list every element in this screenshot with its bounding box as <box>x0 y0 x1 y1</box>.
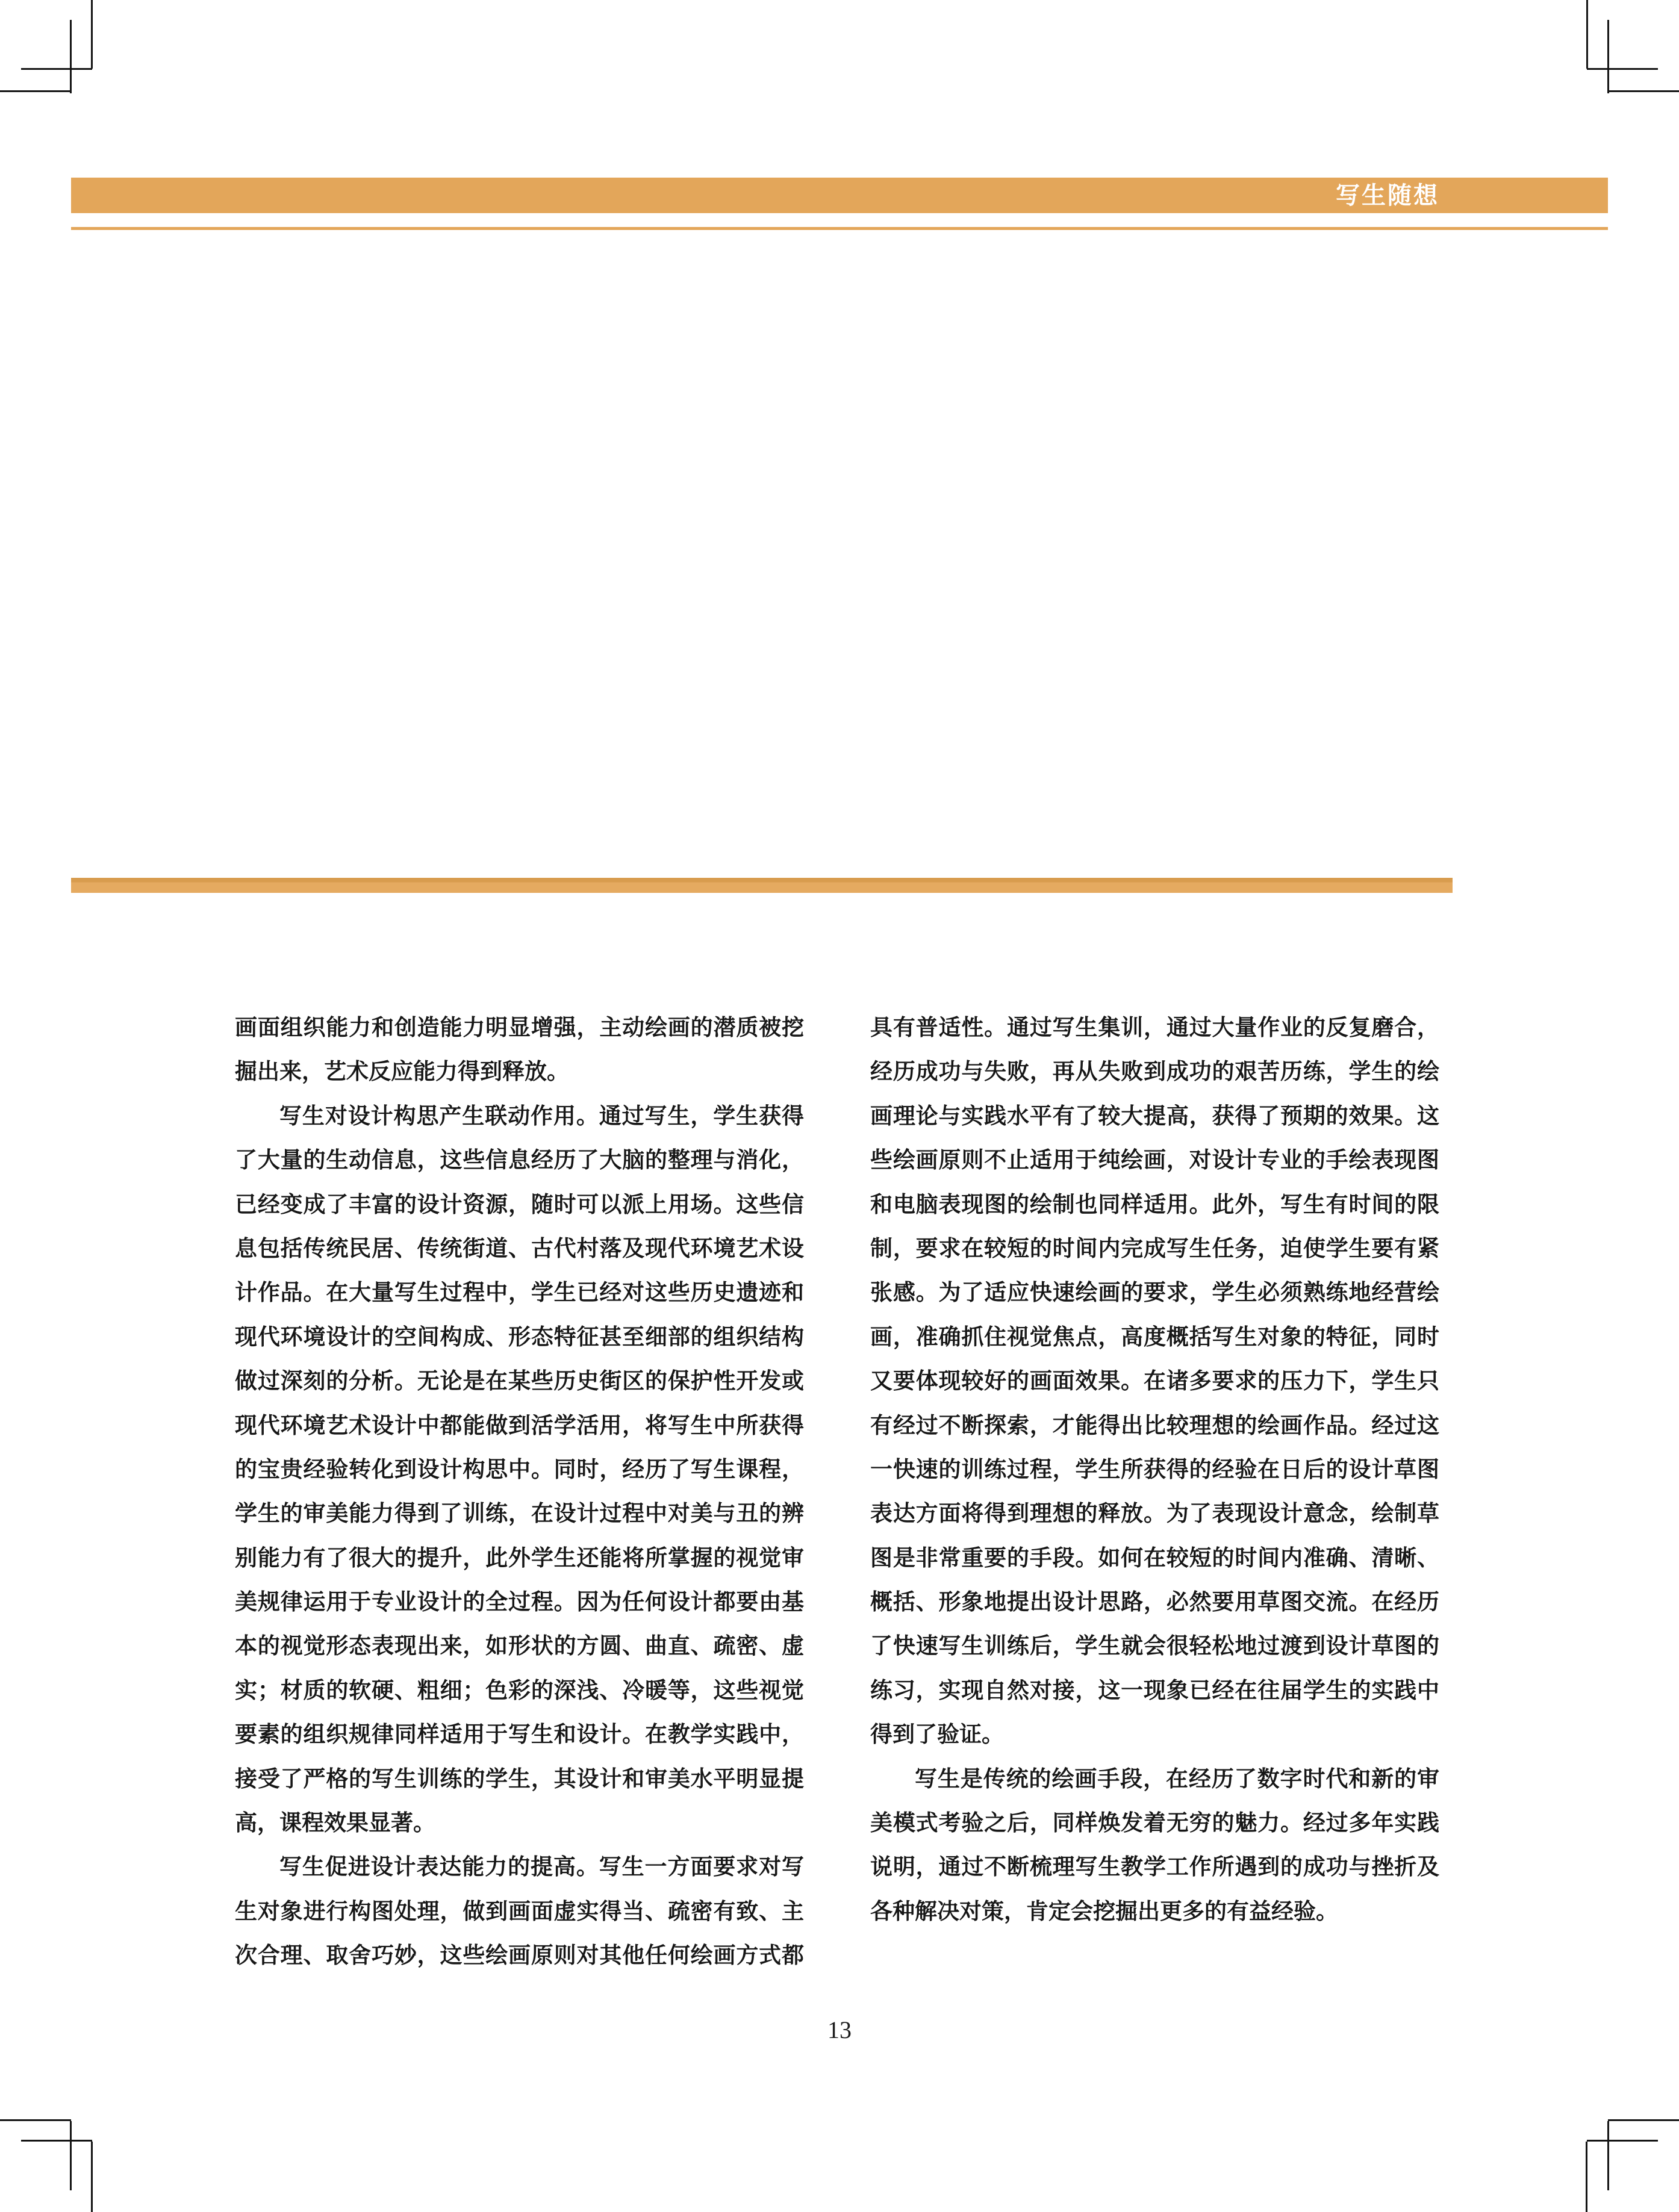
text-line: 现代环境艺术设计中都能做到活学活用，将写生中所获得 <box>235 1412 804 1438</box>
text-line: 得到了验证。 <box>870 1722 1004 1747</box>
crop-mark <box>0 2119 71 2121</box>
text-line: 了快速写生训练后，学生就会很轻松地过渡到设计草图的 <box>870 1633 1439 1659</box>
text-line: 了大量的生动信息，这些信息经历了大脑的整理与消化， <box>235 1148 804 1173</box>
text-line: 学生的审美能力得到了训练，在设计过程中对美与丑的辨 <box>235 1501 804 1526</box>
crop-mark <box>1586 2142 1587 2212</box>
crop-mark <box>1607 2121 1609 2190</box>
text-line: 高，课程效果显著。 <box>235 1810 435 1836</box>
crop-mark <box>70 2121 72 2190</box>
text-line: 经历成功与失败，再从失败到成功的艰苦历练，学生的绘 <box>870 1059 1439 1084</box>
text-line: 次合理、取舍巧妙，这些绘画原则对其他任何绘画方式都 <box>235 1943 804 1968</box>
text-line: 练习，实现自然对接，这一现象已经在往届学生的实践中 <box>870 1677 1439 1703</box>
crop-mark <box>1586 0 1588 69</box>
crop-mark <box>1587 68 1658 70</box>
text-line: 表达方面将得到理想的释放。为了表现设计意念，绘制草 <box>870 1501 1439 1526</box>
crop-mark <box>70 20 72 93</box>
text-line: 和电脑表现图的绘制也同样适用。此外，写生有时间的限 <box>870 1191 1439 1217</box>
text-line: 画面组织能力和创造能力明显增强，主动绘画的潜质被挖 <box>235 1015 804 1040</box>
text-line: 具有普适性。通过写生集训，通过大量作业的反复磨合， <box>870 1015 1439 1040</box>
text-line: 美模式考验之后，同样焕发着无穷的魅力。经过多年实践 <box>870 1810 1439 1836</box>
text-line: 实；材质的软硬、粗细；色彩的深浅、冷暖等，这些视觉 <box>235 1677 804 1703</box>
crop-mark <box>1608 2119 1679 2121</box>
text-line: 息包括传统民居、传统街道、古代村落及现代环境艺术设 <box>235 1235 804 1261</box>
crop-mark <box>1587 2140 1658 2142</box>
text-line: 美规律运用于专业设计的全过程。因为任何设计都要由基 <box>235 1589 804 1615</box>
text-line: 要素的组织规律同样适用于写生和设计。在教学实践中， <box>235 1722 804 1747</box>
text-line: 些绘画原则不止适用于纯绘画，对设计专业的手绘表现图 <box>870 1148 1439 1173</box>
text-line: 说明，通过不断梳理写生教学工作所遇到的成功与挫折及 <box>870 1854 1439 1880</box>
crop-mark <box>1608 90 1679 92</box>
crop-mark <box>21 2140 92 2142</box>
text-line: 的宝贵经验转化到设计构思中。同时，经历了写生课程， <box>235 1456 804 1482</box>
text-line: 又要体现较好的画面效果。在诸多要求的压力下，学生只 <box>870 1369 1439 1394</box>
text-line: 做过深刻的分析。无论是在某些历史街区的保护性开发或 <box>235 1369 804 1394</box>
text-line: 各种解决对策，肯定会挖掘出更多的有益经验。 <box>870 1898 1338 1924</box>
running-head-title: 写生随想 <box>1336 182 1439 209</box>
crop-mark <box>91 2142 93 2212</box>
header-band <box>71 178 1608 213</box>
crop-mark <box>21 68 92 70</box>
text-line: 生对象进行构图处理，做到画面虚实得当、疏密有致、主 <box>235 1898 804 1924</box>
crop-mark <box>0 90 71 92</box>
body-column-right <box>870 1005 1439 1933</box>
text-line: 写生促进设计表达能力的提高。写生一方面要求对写 <box>279 1854 804 1880</box>
page-number: 13 <box>827 2016 852 2043</box>
image-divider-bar <box>71 878 1453 893</box>
text-line: 计作品。在大量写生过程中，学生已经对这些历史遗迹和 <box>235 1280 804 1305</box>
text-line: 本的视觉形态表现出来，如形状的方圆、曲直、疏密、虚 <box>235 1633 804 1659</box>
crop-mark <box>1607 20 1609 93</box>
text-line: 概括、形象地提出设计思路，必然要用草图交流。在经历 <box>870 1589 1439 1615</box>
crop-mark <box>91 0 93 69</box>
text-line: 图是非常重要的手段。如何在较短的时间内准确、清晰、 <box>870 1545 1439 1570</box>
header-rule <box>71 227 1608 230</box>
text-line: 制，要求在较短的时间内完成写生任务，迫使学生要有紧 <box>870 1235 1439 1261</box>
text-line: 接受了严格的写生训练的学生，其设计和审美水平明显提 <box>235 1766 804 1791</box>
text-line: 写生对设计构思产生联动作用。通过写生，学生获得 <box>279 1103 804 1128</box>
text-line: 一快速的训练过程，学生所获得的经验在日后的设计草图 <box>870 1456 1439 1482</box>
text-line: 现代环境设计的空间构成、形态特征甚至细部的组织结构 <box>235 1324 804 1349</box>
text-line: 画，准确抓住视觉焦点，高度概括写生对象的特征，同时 <box>870 1324 1439 1349</box>
text-line: 画理论与实践水平有了较大提高，获得了预期的效果。这 <box>870 1103 1439 1128</box>
text-line: 掘出来，艺术反应能力得到释放。 <box>235 1059 569 1084</box>
text-line: 写生是传统的绘画手段，在经历了数字时代和新的审 <box>915 1766 1439 1791</box>
text-line: 别能力有了很大的提升，此外学生还能将所掌握的视觉审 <box>235 1545 804 1570</box>
text-line: 有经过不断探索，才能得出比较理想的绘画作品。经过这 <box>870 1412 1439 1438</box>
text-line: 已经变成了丰富的设计资源，随时可以派上用场。这些信 <box>235 1191 804 1217</box>
body-column-left <box>235 1005 804 1978</box>
text-line: 张感。为了适应快速绘画的要求，学生必须熟练地经营绘 <box>870 1280 1439 1305</box>
